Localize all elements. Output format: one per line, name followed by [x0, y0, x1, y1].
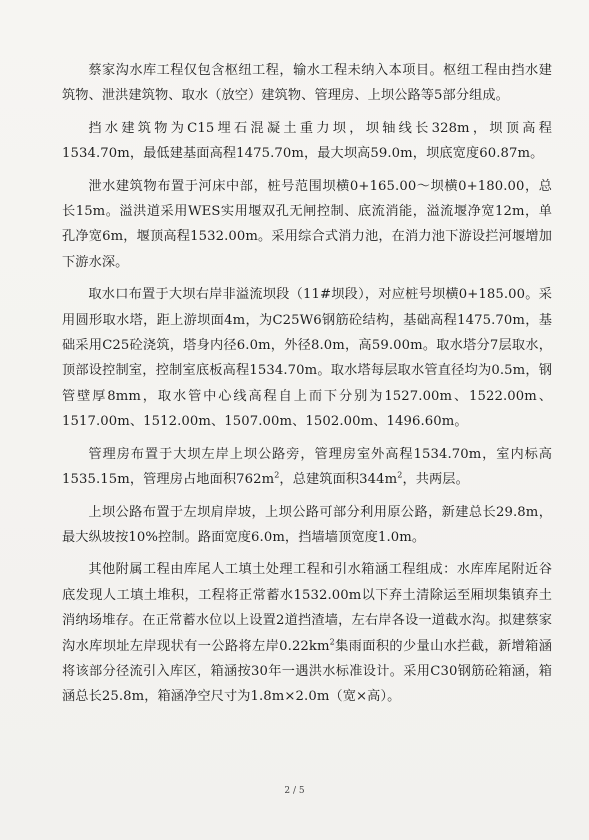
- superscript-2: 2: [329, 637, 335, 647]
- document-body: [62, 58, 552, 717]
- paragraph-intake-tower: 取水口布置于大坝右岸非溢流坝段（11#坝段），对应桩号坝横0+185.00。采用圆形取水塔，距上游坝面4m，为C25W6钢筋砼结构，基础高程1475.70m，基础采用C25砼浇筑，塔身内径6.0m，外径8.0m，高59.00m。取水塔分7层取水，顶部设控制室，控制室底板高程1534.70m。取水塔每层取水管直径均为0.5m，钢管壁厚8mm，取水管中心线高程自上而下分别为1527.00m、1522.00m、1517.00m、1512.00m、1507.00m、1502.00m、1496.60m。: [62, 287, 552, 430]
- paragraph-spillway: 泄水建筑物布置于河床中部，桩号范围坝横0+165.00～坝横0+180.00，总长15m。溢洪道采用WES实用堰双孔无闸控制、底流消能，溢流堰净宽12m，单孔净宽6m，堰顶高程1532.00m。采用综合式消力池，在消力池下游设拦河堰增加下游水深。: [62, 178, 552, 270]
- paragraph-auxiliary-works: [62, 557, 552, 709]
- management-house-text-3: ，共两层。: [402, 472, 469, 488]
- management-house-text-1: 管理房布置于大坝左岸上坝公路旁，管理房室外高程1534.70m，室内标高1535.15m，管理房占地面积762m: [62, 446, 552, 488]
- auxiliary-works-text-1: 其他附属工程由库尾人工填土处理工程和引水箱涵工程组成：水库库尾附近谷底发现人工填土堆积，工程将正常蓄水1532.00m以下弃土清除运至厢坝集镇弃土消纳场堆存。在正常蓄水位以上设置2道挡渣墙，左右岸各设一道截水沟。拟建蔡家沟水库坝址左岸现状有一公路将左岸0.22km: [62, 562, 552, 654]
- paragraph-project-scope: 蔡家沟水库工程仅包含枢纽工程，输水工程未纳入本项目。枢纽工程由挡水建筑物、泄洪建筑物、取水（放空）建筑物、管理房、上坝公路等5部分组成。: [62, 63, 552, 104]
- management-house-text-2: ，总建筑面积344m: [279, 472, 398, 488]
- paragraph-access-road: 上坝公路布置于左坝肩岸坡，上坝公路可部分利用原公路，新建总长29.8m，最大纵坡按10%控制。路面宽度6.0m，挡墙墙顶宽度1.0m。: [62, 504, 552, 545]
- auxiliary-works-text-2: 集雨面积的少量山水拦截，新增箱涵将该部分径流引入库区，箱涵按30年一遇洪水标准设计。采用C30钢筋砼箱涵，箱涵总长25.8m，箱涵净空尺寸为1.8m×2.0m（宽×高）。: [62, 638, 552, 705]
- superscript-2: 2: [274, 470, 280, 480]
- page-number: 2 / 5: [284, 786, 305, 796]
- paragraph-management-house: [62, 442, 552, 493]
- paragraph-water-retaining: 挡水建筑物为C15埋石混凝土重力坝，坝轴线长328m，坝顶高程1534.70m，最低建基面高程1475.70m，最大坝高59.0m，坝底宽度60.87m。: [62, 120, 552, 162]
- superscript-2: 2: [397, 470, 403, 480]
